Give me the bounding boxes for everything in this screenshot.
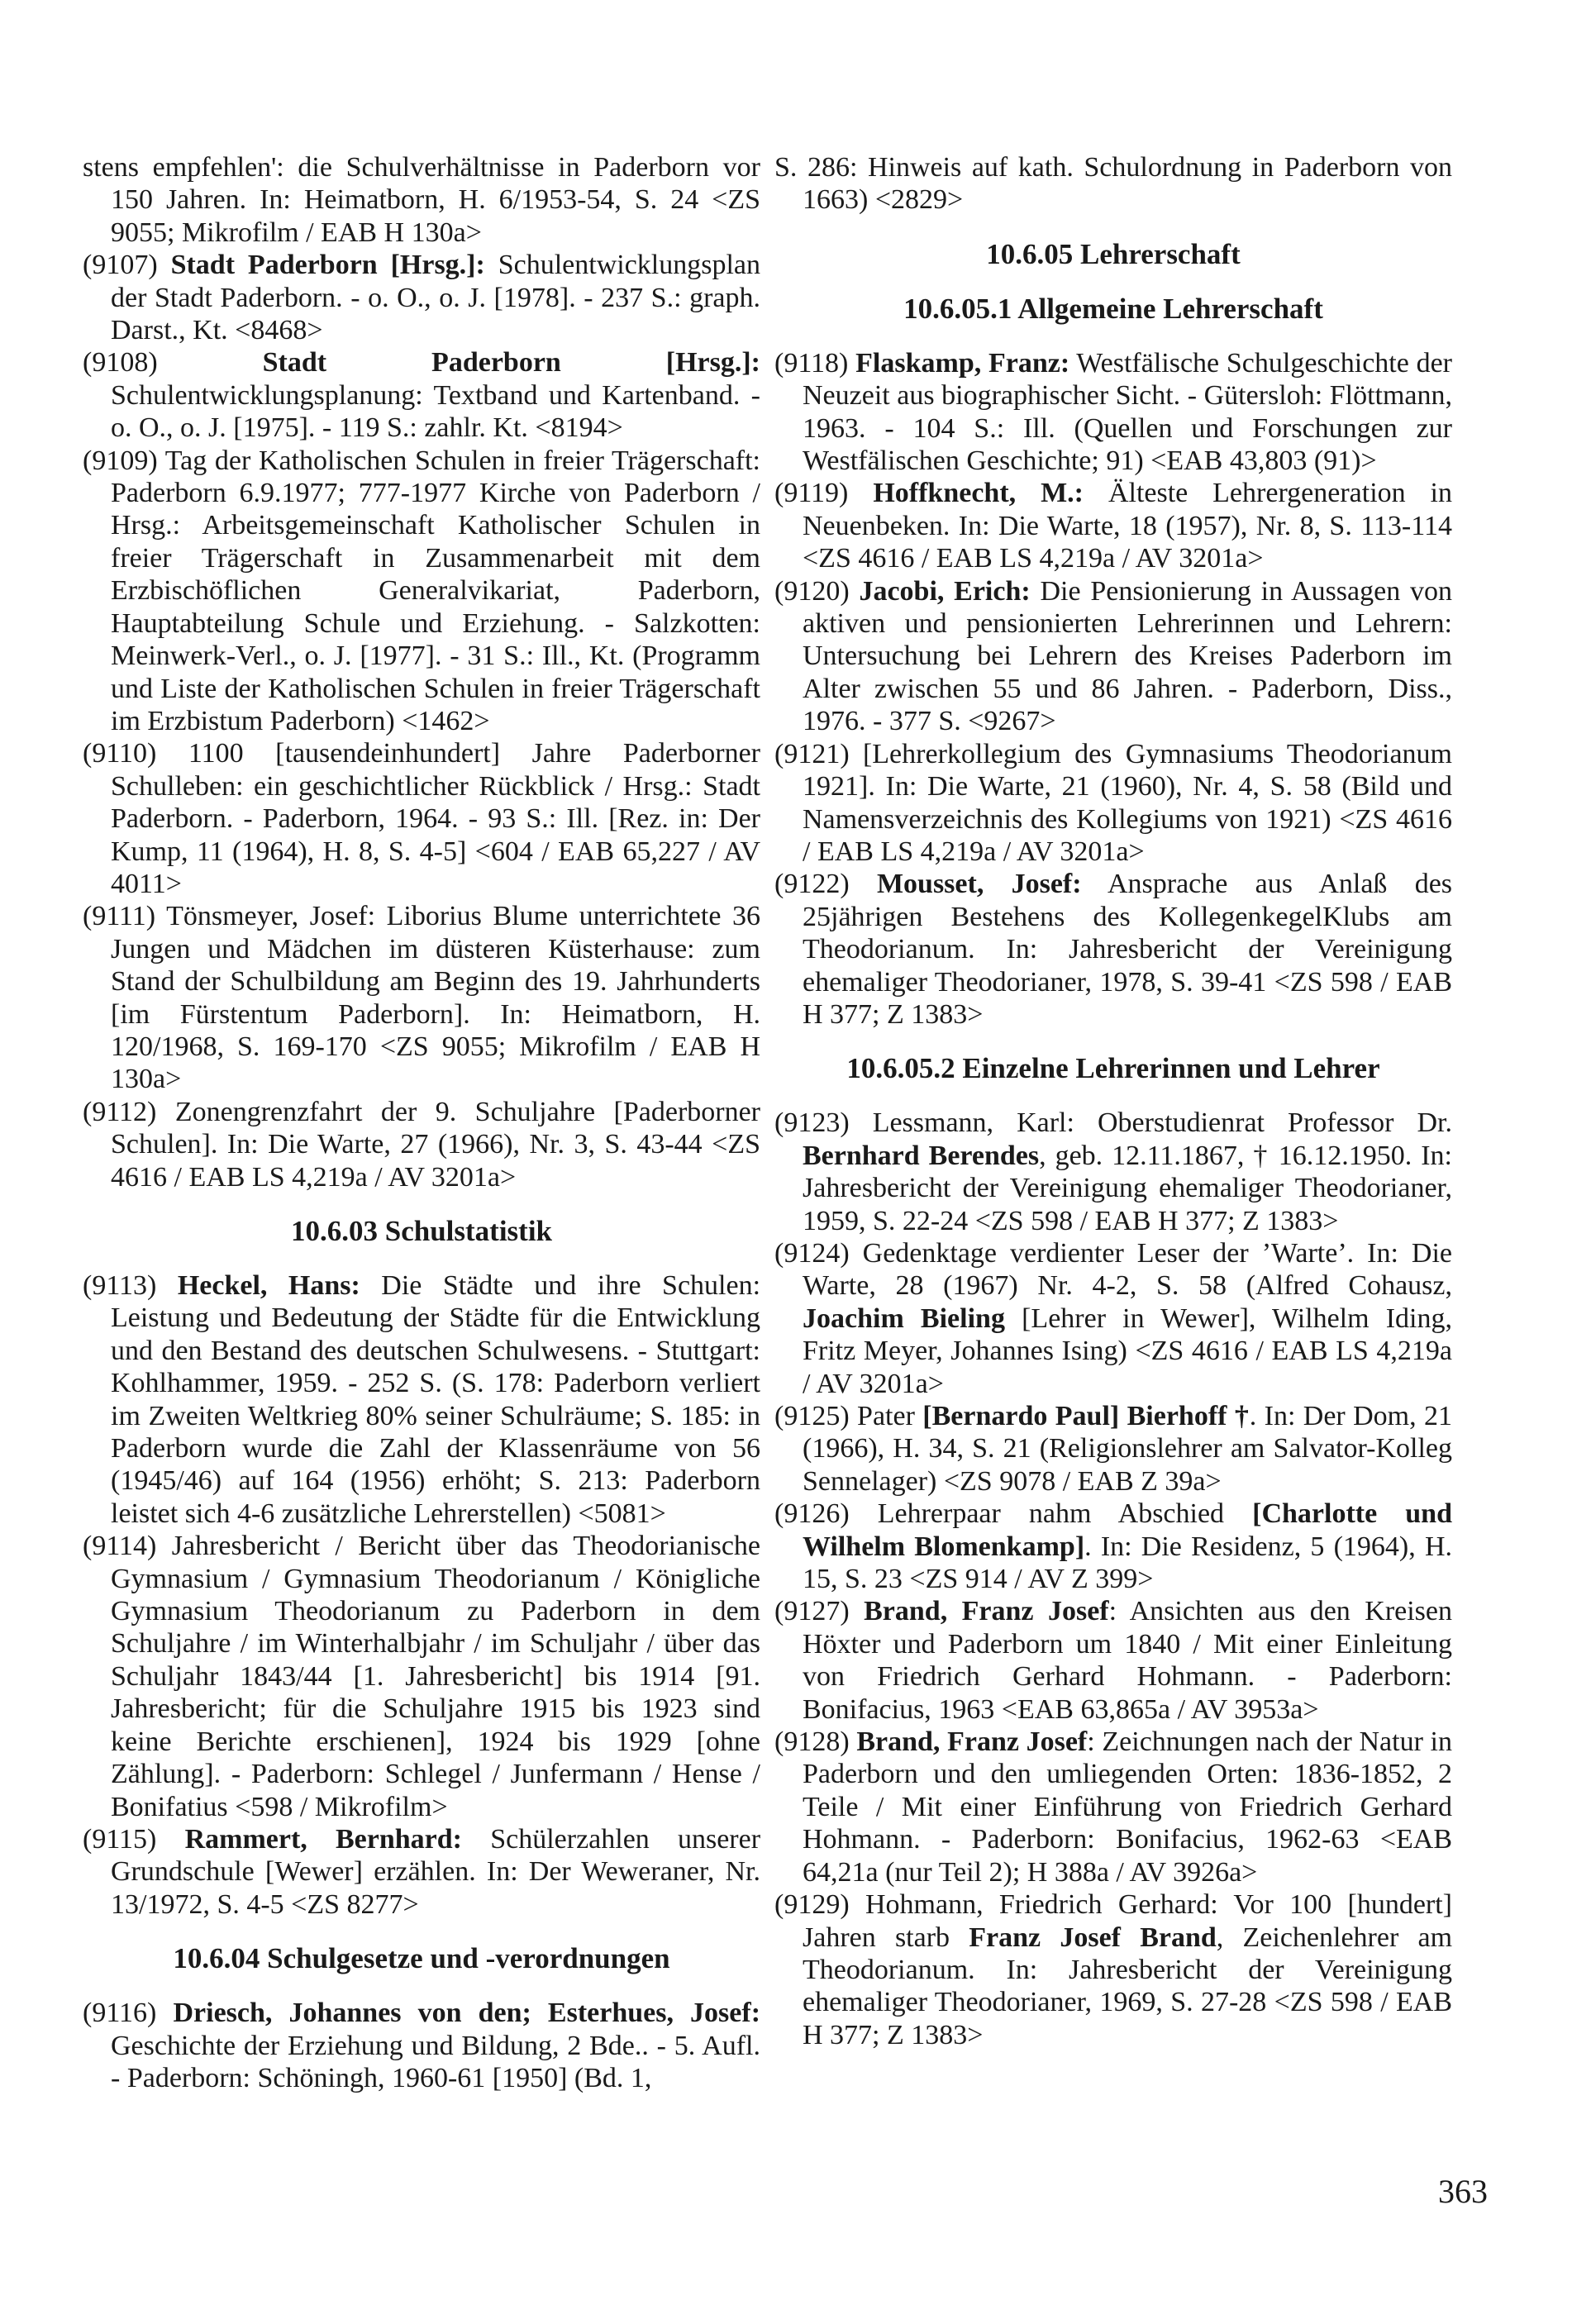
bibliography-entry	[83, 445, 760, 738]
section-heading: 10.6.05.1 Allgemeine Lehrerschaft	[903, 292, 1323, 325]
entry-text: Gedenktage verdienter Leser der ’Warte’. In: Die Warte, 28 (1967) Nr. 4-2, S. 58 (Alfred Cohausz,	[803, 1237, 1453, 1302]
entry-text: Die Pensionierung in Aussagen von aktiven und pensionierten Lehrerinnen und Lehrern: Untersuchung bei Lehrern des Kreises Paderborn im Alter zwischen 55 und 86 Jahren. - Paderborn, Diss., 1976. - 377 S. <9267>	[803, 575, 1452, 737]
entry-text: , geb. 12.11.1867, † 16.12.1950. In: Jahresbericht der Vereinigung ehemaliger Theodorianer, 1959, S. 22-24 <ZS 598 / EAB H 377; Z 1383>	[803, 1140, 1452, 1236]
entry-number: (9110)	[83, 738, 157, 769]
entry-text: Lehrerpaar nahm Abschied	[877, 1498, 1225, 1530]
section-heading: 10.6.04 Schulgesetze und -verordnungen	[173, 1942, 670, 1975]
entry-text: Zonengrenzfahrt der 9. Schuljahre [Paderborner Schulen]. In: Die Warte, 27 (1966), Nr. 3, S. 43-44 <ZS 4616 / EAB LS 4,219a / AV 3201a>	[111, 1096, 761, 1193]
entry-number: (9112)	[83, 1096, 157, 1127]
entry-text: Älteste Lehrergeneration in Neuenbeken. In: Die Warte, 18 (1957), Nr. 8, S. 113-114 <ZS 4616 / EAB LS 4,219a / AV 3201a>	[803, 478, 1453, 574]
entry-text: Tönsmeyer, Josef: Liborius Blume unterrichtete 36 Jungen und Mädchen im düsteren Küsterhause: zum Stand der Schulbildung am Beginn des 19. Jahrhunderts [im Fürstentum Paderborn]. In: Heimatborn, H. 120/1968, S. 169-170 <ZS 9055; Mikrofilm / EAB H 130a>	[111, 901, 760, 1095]
entry-number: (9115)	[83, 1823, 157, 1855]
entry-number: (9114)	[83, 1531, 157, 1562]
entry-number: (9107)	[83, 250, 158, 281]
entry-bold-name: Jacobi, Erich:	[859, 575, 1031, 607]
entry-number: (9119)	[774, 478, 849, 509]
right-column	[774, 151, 1452, 2051]
bibliography-entry	[774, 1888, 1452, 2051]
entry-bold-name: Flaskamp, Franz:	[855, 347, 1070, 379]
entry-number: (9122)	[774, 869, 850, 900]
entry-text: Die Städte und ihre Schulen: Leistung und Bedeutung der Städte für die Entwicklung und den Bestand des deutschen Schulwesens. - Stuttgart: Kohlhammer, 1959. - 252 S. (S. 178: Paderborn verliert im Zweiten Weltkrieg 80% seiner Schulräume; S. 185: in Paderborn wurde die Zahl der Klassenräume von 56 (1945/46) auf 164 (1956) erhöht; S. 213: Paderborn leistet sich 4-6 zusätzliche Lehrerstellen) <5081>	[111, 1270, 761, 1529]
entry-continuation	[83, 151, 760, 249]
section-heading: 10.6.05.2 Einzelne Lehrerinnen und Lehrer	[846, 1052, 1380, 1085]
entry-bold-name: Stadt Paderborn [Hrsg.]:	[170, 250, 485, 281]
bibliography-entry	[774, 1400, 1452, 1498]
entry-text: : Ansichten aus den Kreisen Höxter und Paderborn um 1840 / Mit einer Einleitung von Friedrich Gerhard Hohmann. - Paderborn: Bonifacius, 1963 <EAB 63,865a / AV 3953a>	[803, 1596, 1452, 1725]
entry-bold-name: Bernhard Berendes	[803, 1140, 1040, 1171]
entry-text: Schulentwicklungsplanung: Textband und Kartenband. - o. O., o. J. [1975]. - 119 S.: zahlr. Kt. <8194>	[111, 379, 760, 444]
entry-number: (9123)	[774, 1107, 850, 1139]
entry-text: [Lehrerkollegium des Gymnasiums Theodorianum 1921]. In: Die Warte, 21 (1960), Nr. 4, S. 58 (Bild und Namensverzeichnis des Kollegiums von 1921) <ZS 4616 / EAB LS 4,219a / AV 3201a>	[803, 738, 1452, 867]
entry-text: Westfälische Schulgeschichte der Neuzeit aus biographischer Sicht. - Gütersloh: Flöttmann, 1963. - 104 S.: Ill. (Quellen und Forschungen zur Westfälischen Geschichte; 91) <EAB 43,803 (91)>	[803, 347, 1452, 477]
bibliography-entry	[774, 1237, 1452, 1400]
entry-text: , Zeichenlehrer am Theodorianum. In: Jahresbericht der Vereinigung ehemaliger Theodorianer, 1969, S. 27-28 <ZS 598 / EAB H 377; Z 1383>	[803, 1922, 1453, 2050]
bibliography-entry	[83, 1997, 760, 2094]
entry-text: . In: Die Residenz, 5 (1964), H. 15, S. 23 <ZS 914 / AV Z 399>	[803, 1531, 1452, 1595]
bibliography-entry	[774, 575, 1452, 738]
entry-text: [Lehrer in Wewer], Wilhelm Iding, Fritz Meyer, Johannes Ising) <ZS 4616 / EAB LS 4,219a / AV 3201a>	[803, 1302, 1452, 1399]
entry-text: 1100 [tausendeinhundert] Jahre Paderborner Schulleben: ein geschichtlicher Rückblick / Hrsg.: Stadt Paderborn. - Paderborn, 1964. - 93 S.: Ill. [Rez. in: Der Kump, 11 (1964), H. 8, S. 4-5] <604 / EAB 65,227 / AV 4011>	[111, 738, 761, 899]
section-heading: 10.6.03 Schulstatistik	[290, 1215, 553, 1247]
entry-number: (9113)	[83, 1270, 157, 1301]
entry-number: (9108)	[83, 347, 158, 379]
bibliography-entry	[83, 1096, 760, 1193]
bibliography-entry	[774, 1107, 1452, 1237]
entry-text: Hohmann, Friedrich Gerhard: Vor 100 [hundert] Jahren starb	[803, 1889, 1453, 1953]
bibliography-entry	[83, 346, 760, 444]
entry-number: (9121)	[774, 738, 850, 769]
bibliography-entry	[774, 1498, 1452, 1595]
bibliography-entry	[83, 1530, 760, 1823]
entry-number: (9125)	[774, 1401, 850, 1431]
entry-number: (9124)	[774, 1237, 850, 1269]
entry-bold-name: Rammert, Bernhard:	[184, 1823, 462, 1855]
entry-text: Schülerzahlen unserer Grundschule [Wewer] erzählen. In: Der Weweraner, Nr. 13/1972, S. 4-5 <ZS 8277>	[111, 1823, 761, 1920]
entry-bold-name: Mousset, Josef:	[876, 869, 1082, 900]
entry-text: Jahresbericht / Bericht über das Theodorianische Gymnasium / Gymnasium Theodorianum / Königliche Gymnasium Theodorianum zu Paderborn in dem Schuljahre / im Winterhalbjahr / im Schuljahr / über das Schuljahr 1843/44 [1. Jahresbericht] bis 1914 [91. Jahresbericht; für die Schuljahre 1915 bis 1923 sind keine Berichte erschienen], 1924 bis 1929 [ohne Zählung]. - Paderborn: Schlegel / Junfermann / Hense / Bonifatius <598 / Mikrofilm>	[111, 1531, 760, 1822]
entry-text: S. 286: Hinweis auf kath. Schulordnung in Paderborn von 1663) <2829>	[774, 152, 1452, 216]
bibliography-entry	[83, 1269, 760, 1530]
left-column	[83, 151, 760, 2094]
bibliography-entry	[83, 249, 760, 346]
bibliography-entry	[83, 737, 760, 900]
entry-text: Lessmann, Karl: Oberstudienrat Professor Dr.	[872, 1107, 1452, 1139]
entry-bold-name: [Bernardo Paul] Bierhoff †	[922, 1401, 1250, 1431]
entry-bold-name: [Charlotte und Wilhelm Blomenkamp]	[803, 1498, 1452, 1562]
bibliography-entry	[774, 868, 1452, 1031]
entry-bold-name: Driesch, Johannes von den; Esterhues, Josef:	[173, 1998, 761, 2029]
entry-bold-name: Franz Josef Brand	[969, 1922, 1217, 1953]
entry-text: Schulentwicklungsplan der Stadt Paderborn. - o. O., o. J. [1978]. - 237 S.: graph. Darst., Kt. <8468>	[111, 250, 761, 346]
entry-number: (9111)	[83, 901, 156, 932]
entry-bold-name: Joachim Bieling	[803, 1302, 1005, 1334]
entry-text: Ansprache aus Anlaß des 25jährigen Bestehens des KollegenkegelKlubs am Theodorianum. In: Jahresbericht der Vereinigung ehemaliger Theodorianer, 1978, S. 39-41 <ZS 598 / EAB H 377; Z 1383>	[803, 869, 1453, 1030]
entry-number: (9127)	[774, 1596, 850, 1627]
entry-number: (9109)	[83, 445, 158, 476]
entry-bold-name: Brand, Franz Josef	[856, 1726, 1088, 1758]
entry-continuation	[774, 151, 1452, 217]
entry-number: (9128)	[774, 1726, 850, 1758]
entry-text: stens empfehlen': die Schulverhältnisse in Paderborn vor 150 Jahren. In: Heimatborn, H. 6/1953-54, S. 24 <ZS 9055; Mikrofilm / EAB H 130a>	[83, 152, 760, 248]
bibliography-entry	[774, 1726, 1452, 1888]
bibliography-entry	[774, 1595, 1452, 1726]
page-number: 363	[1438, 2173, 1488, 2210]
entry-bold-name: Brand, Franz Josef	[864, 1596, 1109, 1627]
entry-text: Geschichte der Erziehung und Bildung, 2 Bde.. - 5. Aufl. - Paderborn: Schöningh, 1960-61 [1950] (Bd. 1,	[111, 2030, 760, 2093]
entry-bold-name: Hoffknecht, M.:	[873, 478, 1084, 509]
entry-number: (9120)	[774, 575, 850, 607]
entry-bold-name: Heckel, Hans:	[177, 1270, 360, 1301]
entry-text: Pater	[857, 1401, 915, 1431]
entry-text: . In: Der Dom, 21 (1966), H. 34, S. 21 (Religionslehrer am Salvator-Kolleg Sennelager) <ZS 9078 / EAB Z 39a>	[803, 1401, 1453, 1497]
entry-number: (9126)	[774, 1498, 850, 1530]
bibliography-entry	[83, 1823, 760, 1921]
section-heading: 10.6.05 Lehrerschaft	[986, 237, 1241, 270]
entry-bold-name: Stadt Paderborn [Hrsg.]:	[262, 347, 761, 379]
bibliography-entry	[774, 477, 1452, 574]
entry-number: (9129)	[774, 1889, 850, 1921]
bibliography-entry	[774, 347, 1452, 478]
bibliography-entry	[83, 900, 760, 1095]
entry-number: (9116)	[83, 1998, 157, 2029]
entry-text: : Zeichnungen nach der Natur in Paderborn und den umliegenden Orten: 1836-1852, 2 Teile / Mit einer Einführung von Friedrich Gerhard Hohmann. - Paderborn: Bonifacius, 1962-63 <EAB 64,21a (nur Teil 2); H 388a / AV 3926a>	[803, 1726, 1453, 1888]
bibliography-entry	[774, 738, 1452, 869]
entry-text: Tag der Katholischen Schulen in freier Trägerschaft: Paderborn 6.9.1977; 777-1977 Kirche von Paderborn / Hrsg.: Arbeitsgemeinschaft Katholischer Schulen in freier Trägerschaft in Zusammenarbeit mit dem Erzbischöflichen Generalvikariat, Paderborn, Hauptabteilung Schule und Erziehung. - Salzkotten: Meinwerk-Verl., o. J. [1977]. - 31 S.: Ill., Kt. (Programm und Liste der Katholischen Schulen in freier Trägerschaft im Erzbistum Paderborn) <1462>	[111, 445, 760, 736]
entry-number: (9118)	[774, 347, 849, 379]
